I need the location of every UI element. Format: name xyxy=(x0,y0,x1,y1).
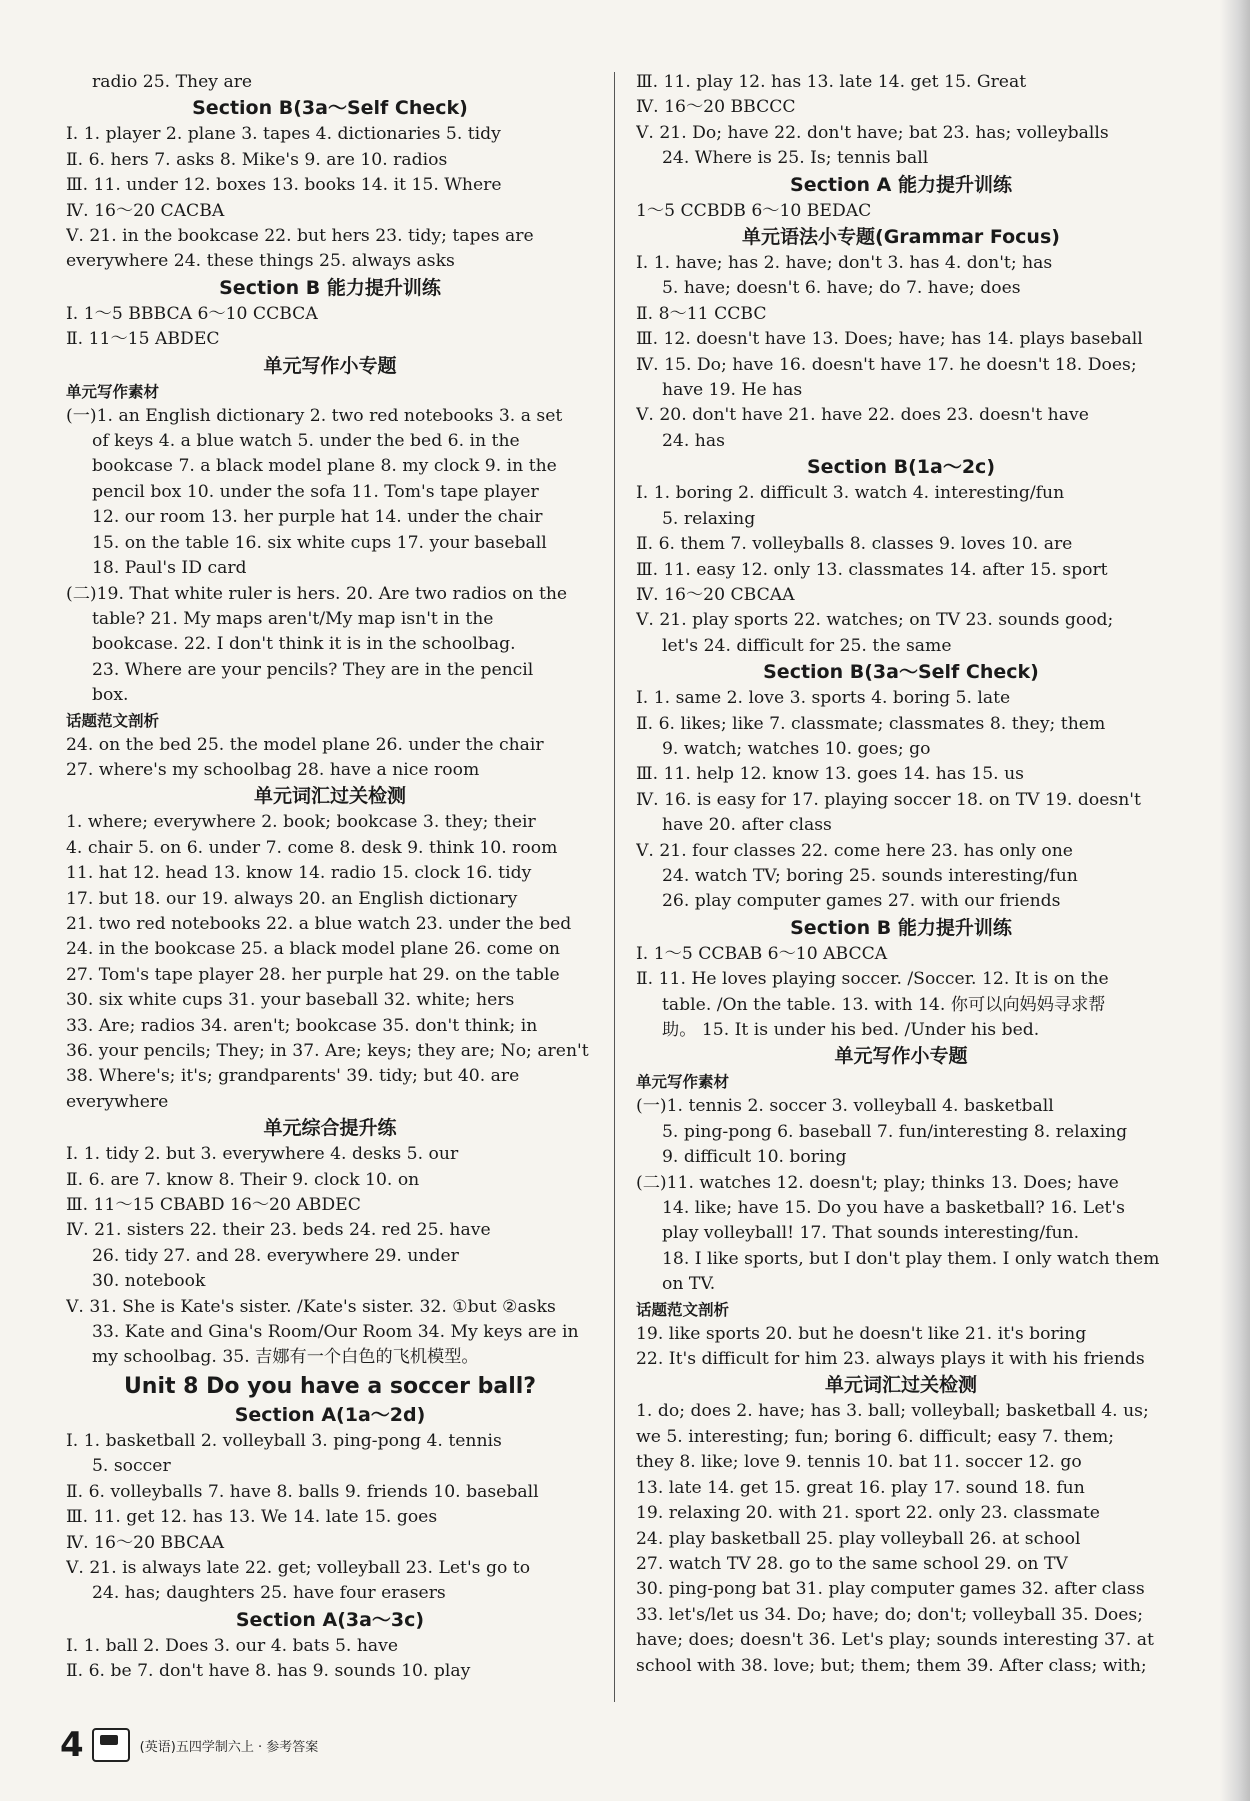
answer-line: 5. ping-pong 6. baseball 7. fun/interesting 8. relaxing xyxy=(662,1121,1128,1142)
answer-line: 30. six white cups 31. your baseball 32. white; hers xyxy=(66,990,515,1011)
answer-line: 14. like; have 15. Do you have a basketball? 16. Let's xyxy=(662,1198,1125,1219)
subsection-label: 单元写作素材 xyxy=(636,1073,730,1092)
answer-line: Ⅰ. 1. same 2. love 3. sports 4. boring 5. late xyxy=(636,688,1011,709)
answer-line: Ⅴ. 21. in the bookcase 22. but hers 23. tidy; tapes are xyxy=(66,226,534,247)
page-footer xyxy=(60,1720,318,1770)
answer-line: Ⅱ. 11～15 ABDEC xyxy=(66,329,220,350)
answer-line: 5. relaxing xyxy=(662,508,756,529)
column-divider xyxy=(614,72,615,1702)
answer-line: 13. late 14. get 15. great 16. play 17. sound 18. fun xyxy=(636,1477,1085,1498)
section-heading: 单元综合提升练 xyxy=(263,1117,397,1140)
answer-line: 24. play basketball 25. play volleyball 26. at school xyxy=(636,1528,1081,1549)
answer-line: 27. Tom's tape player 28. her purple hat 29. on the table xyxy=(66,964,560,985)
answer-line: 12. our room 13. her purple hat 14. under the chair xyxy=(92,507,543,528)
answer-line: 21. two red notebooks 22. a blue watch 23. under the bed xyxy=(66,913,572,934)
answer-line: Ⅳ. 16～20 CACBA xyxy=(66,200,225,221)
answer-line: 助。 15. It is under his bed. /Under his bed. xyxy=(662,1020,1040,1040)
answer-line: 19. like sports 20. but he doesn't like 21. it's boring xyxy=(636,1323,1087,1344)
answer-line: 38. Where's; it's; grandparents' 39. tidy; but 40. are xyxy=(66,1066,520,1087)
answer-line: Ⅲ. 11. easy 12. only 13. classmates 14. after 15. sport xyxy=(636,559,1108,580)
answer-line: Ⅳ. 16. is easy for 17. playing soccer 18. on TV 19. doesn't xyxy=(636,789,1141,810)
subsection-label: 话题范文剖析 xyxy=(636,1300,730,1319)
answer-line: table. /On the table. 13. with 14. 你可以向妈妈寻求帮 xyxy=(662,994,1106,1015)
answer-line: 1. do; does 2. have; has 3. ball; volleyball; basketball 4. us; xyxy=(636,1401,1149,1422)
answer-line: Ⅴ. 21. four classes 22. come here 23. has only one xyxy=(636,840,1073,861)
page-number: 4 xyxy=(60,1725,84,1765)
answer-line: Ⅲ. 11. play 12. has 13. late 14. get 15. Great xyxy=(636,72,1027,92)
answer-line: 24. Where is 25. Is; tennis ball xyxy=(662,148,929,169)
answer-line: have; does; doesn't 36. Let's play; sounds interesting 37. at xyxy=(636,1630,1154,1651)
answer-line: Ⅰ. 1～5 CCBAB 6～10 ABCCA xyxy=(636,943,888,964)
answer-line: Ⅱ. 6. are 7. know 8. Their 9. clock 10. on xyxy=(66,1169,420,1190)
answer-line: 1. where; everywhere 2. book; bookcase 3. they; their xyxy=(66,812,536,833)
answer-line: 11. hat 12. head 13. know 14. radio 15. clock 16. tidy xyxy=(66,863,532,884)
answer-line: 19. relaxing 20. with 21. sport 22. only 23. classmate xyxy=(636,1503,1100,1524)
answer-line: 36. your pencils; They; in 37. Are; keys; they are; No; aren't xyxy=(66,1041,589,1061)
answer-line: Ⅳ. 16～20 BBCAA xyxy=(66,1532,225,1553)
section-heading: Section A 能力提升训练 xyxy=(790,173,1012,196)
footer-text: (英语)五四学制六上 · 参考答案 xyxy=(139,1739,319,1755)
answer-line: 18. I like sports, but I don't play them. I only watch them xyxy=(662,1248,1160,1269)
answer-line: 27. watch TV 28. go to the same school 29. on TV xyxy=(636,1553,1068,1574)
answer-line: we 5. interesting; fun; boring 6. difficult; easy 7. them; xyxy=(636,1426,1115,1447)
answer-line: Ⅴ. 31. She is Kate's sister. /Kate's sister. 32. ①but ②asks xyxy=(66,1296,556,1317)
answer-line: 4. chair 5. on 6. under 7. come 8. desk 9. think 10. room xyxy=(66,837,558,858)
answer-line: Ⅲ. 11. help 12. know 13. goes 14. has 15. us xyxy=(636,764,1024,785)
answer-line: have 20. after class xyxy=(662,815,832,836)
answer-line: 24. watch TV; boring 25. sounds interesting/fun xyxy=(662,865,1078,886)
answer-line: Ⅴ. 21. Do; have 22. don't have; bat 23. has; volleyballs xyxy=(636,122,1109,143)
answer-line: Ⅳ. 21. sisters 22. their 23. beds 24. red 25. have xyxy=(66,1220,491,1241)
answer-line: Ⅴ. 21. is always late 22. get; volleyball 23. Let's go to xyxy=(66,1557,531,1578)
answer-line: radio 25. They are xyxy=(92,72,253,92)
answer-line: 22. It's difficult for him 23. always plays it with his friends xyxy=(636,1349,1145,1370)
answer-line: 23. Where are your pencils? They are in the pencil xyxy=(92,659,534,680)
answer-line: Ⅰ. 1. ball 2. Does 3. our 4. bats 5. have xyxy=(66,1635,399,1656)
section-heading: 单元写作小专题 xyxy=(834,1045,968,1068)
subsection-label: 话题范文剖析 xyxy=(66,711,160,730)
answer-line: Ⅴ. 20. don't have 21. have 22. does 23. doesn't have xyxy=(636,405,1089,426)
answer-line: 18. Paul's ID card xyxy=(92,558,247,579)
answer-line: on TV. xyxy=(662,1274,716,1295)
answer-line: school with 38. love; but; them; them 39. After class; with; xyxy=(636,1655,1147,1676)
answer-line: 33. Kate and Gina's Room/Our Room 34. My keys are in xyxy=(92,1322,579,1343)
answer-line: Ⅱ. 6. hers 7. asks 8. Mike's 9. are 10. radios xyxy=(66,149,448,170)
answer-line: 24. on the bed 25. the model plane 26. under the chair xyxy=(66,734,544,755)
answer-line: have 19. He has xyxy=(662,380,803,401)
answer-line: Ⅲ. 11. under 12. boxes 13. books 14. it 15. Where xyxy=(66,175,502,196)
answer-line: 24. has xyxy=(662,430,725,451)
answer-line: (二)19. That white ruler is hers. 20. Are two radios on the xyxy=(66,583,568,604)
answer-line: Ⅴ. 21. play sports 22. watches; on TV 23. sounds good; xyxy=(636,610,1114,631)
answer-line: they 8. like; love 9. tennis 10. bat 11. soccer 12. go xyxy=(636,1452,1082,1473)
answer-line: 33. Are; radios 34. aren't; bookcase 35. don't think; in xyxy=(66,1015,538,1036)
section-heading: 单元写作小专题 xyxy=(263,354,397,377)
answer-line: 24. in the bookcase 25. a black model plane 26. come on xyxy=(66,939,560,960)
answer-line: Ⅱ. 8～11 CCBC xyxy=(636,303,767,324)
answer-line: Ⅱ. 11. He loves playing soccer. /Soccer. 12. It is on the xyxy=(636,969,1109,990)
section-heading: Section A(3a～3c) xyxy=(235,1608,425,1631)
answer-line: 26. tidy 27. and 28. everywhere 29. under xyxy=(92,1245,459,1266)
answer-line: everywhere xyxy=(66,1091,169,1112)
section-heading: Section B 能力提升训练 xyxy=(790,916,1012,939)
answer-line: pencil box 10. under the sofa 11. Tom's tape player xyxy=(92,481,539,502)
answer-line: Ⅳ. 15. Do; have 16. doesn't have 17. he doesn't 18. Does; xyxy=(636,354,1137,375)
answer-line: 33. let's/let us 34. Do; have; do; don't; volleyball 35. Does; xyxy=(636,1604,1143,1625)
answer-line: Ⅲ. 11. get 12. has 13. We 14. late 15. goes xyxy=(66,1507,438,1528)
section-heading: Section B(1a～2c) xyxy=(807,456,995,479)
section-heading: 单元语法小专题(Grammar Focus) xyxy=(742,226,1060,249)
answer-line: 30. ping-pong bat 31. play computer games 32. after class xyxy=(636,1579,1145,1600)
section-heading: Unit 8 Do you have a soccer ball? xyxy=(123,1373,537,1399)
page-edge-shadow xyxy=(1220,0,1250,1801)
section-heading: Section B(3a～Self Check) xyxy=(192,97,468,120)
section-heading: 单元词汇过关检测 xyxy=(253,785,406,808)
answer-line: Ⅰ. 1. tidy 2. but 3. everywhere 4. desks 5. our xyxy=(66,1144,459,1165)
section-heading: Section B 能力提升训练 xyxy=(219,276,441,299)
answer-line: 9. difficult 10. boring xyxy=(662,1147,847,1168)
answer-line: my schoolbag. 35. 吉娜有一个白色的飞机模型。 xyxy=(92,1347,479,1368)
answer-line: 5. have; doesn't 6. have; do 7. have; does xyxy=(662,278,1021,299)
answer-line: (一)1. an English dictionary 2. two red notebooks 3. a set xyxy=(66,405,563,426)
answer-line: Ⅳ. 16～20 CBCAA xyxy=(636,584,795,605)
answer-line: 15. on the table 16. six white cups 17. your baseball xyxy=(92,532,547,553)
answer-line: box. xyxy=(92,685,129,706)
answer-line: Ⅱ. 6. volleyballs 7. have 8. balls 9. friends 10. baseball xyxy=(66,1481,539,1502)
answer-line: Ⅱ. 6. be 7. don't have 8. has 9. sounds 10. play xyxy=(66,1661,471,1682)
answer-line: Ⅰ. 1. boring 2. difficult 3. watch 4. interesting/fun xyxy=(636,483,1065,504)
publisher-logo-icon xyxy=(92,1728,130,1762)
answer-line: bookcase. 22. I don't think it is in the schoolbag. xyxy=(92,634,516,655)
answer-line: 24. has; daughters 25. have four erasers xyxy=(92,1583,446,1604)
answer-line: Ⅰ. 1. player 2. plane 3. tapes 4. dictionaries 5. tidy xyxy=(66,124,501,145)
answer-line: Ⅱ. 6. them 7. volleyballs 8. classes 9. loves 10. are xyxy=(636,534,1073,555)
answer-line: (二)11. watches 12. doesn't; play; thinks 13. Does; have xyxy=(636,1172,1119,1193)
answer-line: Ⅰ. 1～5 BBBCA 6～10 CCBCA xyxy=(66,303,318,324)
answer-line: 26. play computer games 27. with our friends xyxy=(662,891,1061,912)
answer-line: play volleyball! 17. That sounds interesting/fun. xyxy=(662,1223,1080,1244)
answer-line: 9. watch; watches 10. goes; go xyxy=(662,738,931,759)
answer-line: Ⅲ. 11～15 CBABD 16～20 ABDEC xyxy=(66,1195,361,1216)
section-heading: Section B(3a～Self Check) xyxy=(763,661,1039,684)
left-column xyxy=(66,70,594,1685)
answer-line: table? 21. My maps aren't/My map isn't in the xyxy=(92,608,494,629)
answer-line: Ⅳ. 16～20 BBCCC xyxy=(636,97,796,118)
answer-line: let's 24. difficult for 25. the same xyxy=(662,635,952,656)
answer-line: everywhere 24. these things 25. always asks xyxy=(66,251,455,272)
subsection-label: 单元写作素材 xyxy=(66,382,160,401)
answer-line: bookcase 7. a black model plane 8. my clock 9. in the xyxy=(92,456,557,477)
answer-line: 17. but 18. our 19. always 20. an English dictionary xyxy=(66,888,518,909)
answer-line: of keys 4. a blue watch 5. under the bed 6. in the xyxy=(92,431,520,452)
section-heading: Section A(1a～2d) xyxy=(234,1403,426,1426)
answer-line: (一)1. tennis 2. soccer 3. volleyball 4. basketball xyxy=(636,1096,1054,1117)
answer-line: 30. notebook xyxy=(92,1271,206,1292)
answer-line: Ⅰ. 1. basketball 2. volleyball 3. ping-pong 4. tennis xyxy=(66,1430,502,1451)
section-heading: 单元词汇过关检测 xyxy=(824,1374,977,1397)
answer-line: 5. soccer xyxy=(92,1456,171,1477)
answer-line: 27. where's my schoolbag 28. have a nice room xyxy=(66,759,480,780)
answer-line: 1～5 CCBDB 6～10 BEDAC xyxy=(636,200,872,221)
answer-line: Ⅲ. 12. doesn't have 13. Does; have; has 14. plays baseball xyxy=(636,329,1143,350)
answer-line: Ⅰ. 1. have; has 2. have; don't 3. has 4. don't; has xyxy=(636,253,1053,274)
right-column xyxy=(636,70,1166,1679)
answer-line: Ⅱ. 6. likes; like 7. classmate; classmates 8. they; them xyxy=(636,713,1106,734)
